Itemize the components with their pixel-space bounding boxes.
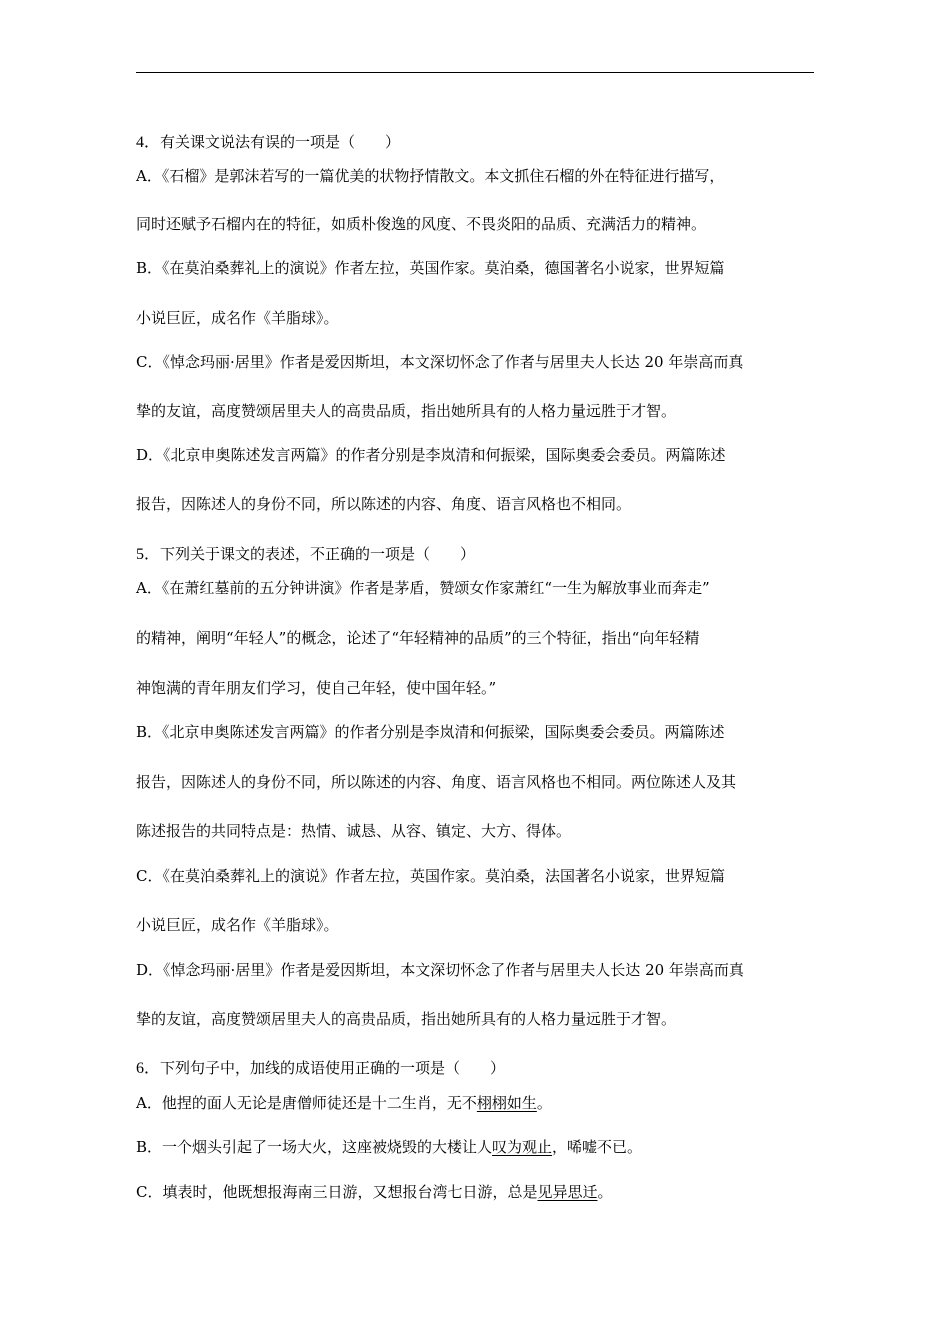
q6-option-a-tail: 。	[536, 1094, 552, 1112]
q5-stem	[136, 544, 475, 565]
q5-number: 5．	[136, 546, 161, 563]
q6-option-c	[136, 1182, 613, 1202]
q6-option-a-underlined-idiom: 栩栩如生	[476, 1094, 537, 1112]
q5-stem-text: 下列关于课文的表述，不正确的一项是（ ）	[160, 545, 476, 563]
q5-option-a-line-2: 的精神，阐明“年轻人”的概念，论述了“年轻精神的品质”的三个特征，指出“向年轻精	[136, 629, 700, 647]
q5-option-d-line-1: D．《悼念玛丽·居里》作者是爱因斯坦，本文深切怀念了作者与居里夫人长达 20 年崇高而真	[136, 961, 744, 979]
q4-stem	[136, 132, 400, 153]
q6-option-b-underlined-idiom: 叹为观止	[492, 1138, 553, 1156]
q6-option-b-text: B．一个烟头引起了一场大火，这座被烧毁的大楼让人	[136, 1138, 493, 1156]
q4-option-c-line-1: C．《悼念玛丽·居里》作者是爱因斯坦，本文深切怀念了作者与居里夫人长达 20 年崇高而真	[136, 353, 744, 371]
q4-option-d-line-2: 报告，因陈述人的身份不同，所以陈述的内容、角度、语言风格也不相同。	[136, 495, 632, 513]
q6-stem	[136, 1058, 505, 1079]
q6-option-c-tail: 。	[597, 1183, 613, 1201]
q6-option-a-text: A．他捏的面人无论是唐僧师徒还是十二生肖，无不	[136, 1094, 477, 1112]
q5-option-b-line-2: 报告，因陈述人的身份不同，所以陈述的内容、角度、语言风格也不相同。两位陈述人及其	[136, 773, 737, 791]
q6-number: 6．	[136, 1060, 161, 1077]
q4-option-b-line-1: B．《在莫泊桑葬礼上的演说》作者左拉，英国作家。莫泊桑，德国著名小说家，世界短篇	[136, 259, 725, 277]
q5-option-a-line-3: 神饱满的青年朋友们学习，使自己年轻，使中国年轻。”	[136, 679, 497, 697]
q4-option-a-line-1: A．《石榴》是郭沫若写的一篇优美的状物抒情散文。本文抓住石榴的外在特征进行描写，	[136, 167, 725, 185]
header-rule	[136, 72, 814, 73]
q5-option-c-line-2: 小说巨匠，成名作《羊脂球》。	[136, 916, 339, 934]
q6-option-c-underlined-idiom: 见异思迁	[537, 1183, 598, 1201]
q6-option-c-text: C．填表时，他既想报海南三日游，又想报台湾七日游，总是	[136, 1183, 538, 1201]
q6-option-b-tail: ，唏嘘不已。	[552, 1138, 643, 1156]
q6-option-b	[136, 1137, 642, 1157]
q5-option-d-line-2: 挚的友谊，高度赞颂居里夫人的高贵品质，指出她所具有的人格力量远胜于才智。	[136, 1010, 677, 1028]
q4-option-a-line-2: 同时还赋予石榴内在的特征，如质朴俊逸的风度、不畏炎阳的品质、充满活力的精神。	[136, 215, 707, 233]
q5-option-a-line-1: A．《在萧红墓前的五分钟讲演》作者是茅盾，赞颂女作家萧红“一生为解放事业而奔走”	[136, 579, 710, 597]
q4-number: 4．	[136, 134, 161, 151]
q5-option-b-line-3: 陈述报告的共同特点是：热情、诚恳、从容、镇定、大方、得体。	[136, 822, 572, 840]
q6-option-a	[136, 1093, 552, 1113]
q6-stem-text: 下列句子中，加线的成语使用正确的一项是（ ）	[160, 1059, 506, 1077]
q5-option-c-line-1: C．《在莫泊桑葬礼上的演说》作者左拉，英国作家。莫泊桑，法国著名小说家，世界短篇	[136, 867, 725, 885]
q5-option-b-line-1: B．《北京申奥陈述发言两篇》的作者分别是李岚清和何振梁，国际奥委会委员。两篇陈述	[136, 723, 725, 741]
q4-option-c-line-2: 挚的友谊，高度赞颂居里夫人的高贵品质，指出她所具有的人格力量远胜于才智。	[136, 402, 677, 420]
q4-option-b-line-2: 小说巨匠，成名作《羊脂球》。	[136, 309, 339, 327]
q4-stem-text: 有关课文说法有误的一项是（ ）	[160, 133, 401, 151]
q4-option-d-line-1: D．《北京申奥陈述发言两篇》的作者分别是李岚清和何振梁，国际奥委会委员。两篇陈述	[136, 446, 726, 464]
